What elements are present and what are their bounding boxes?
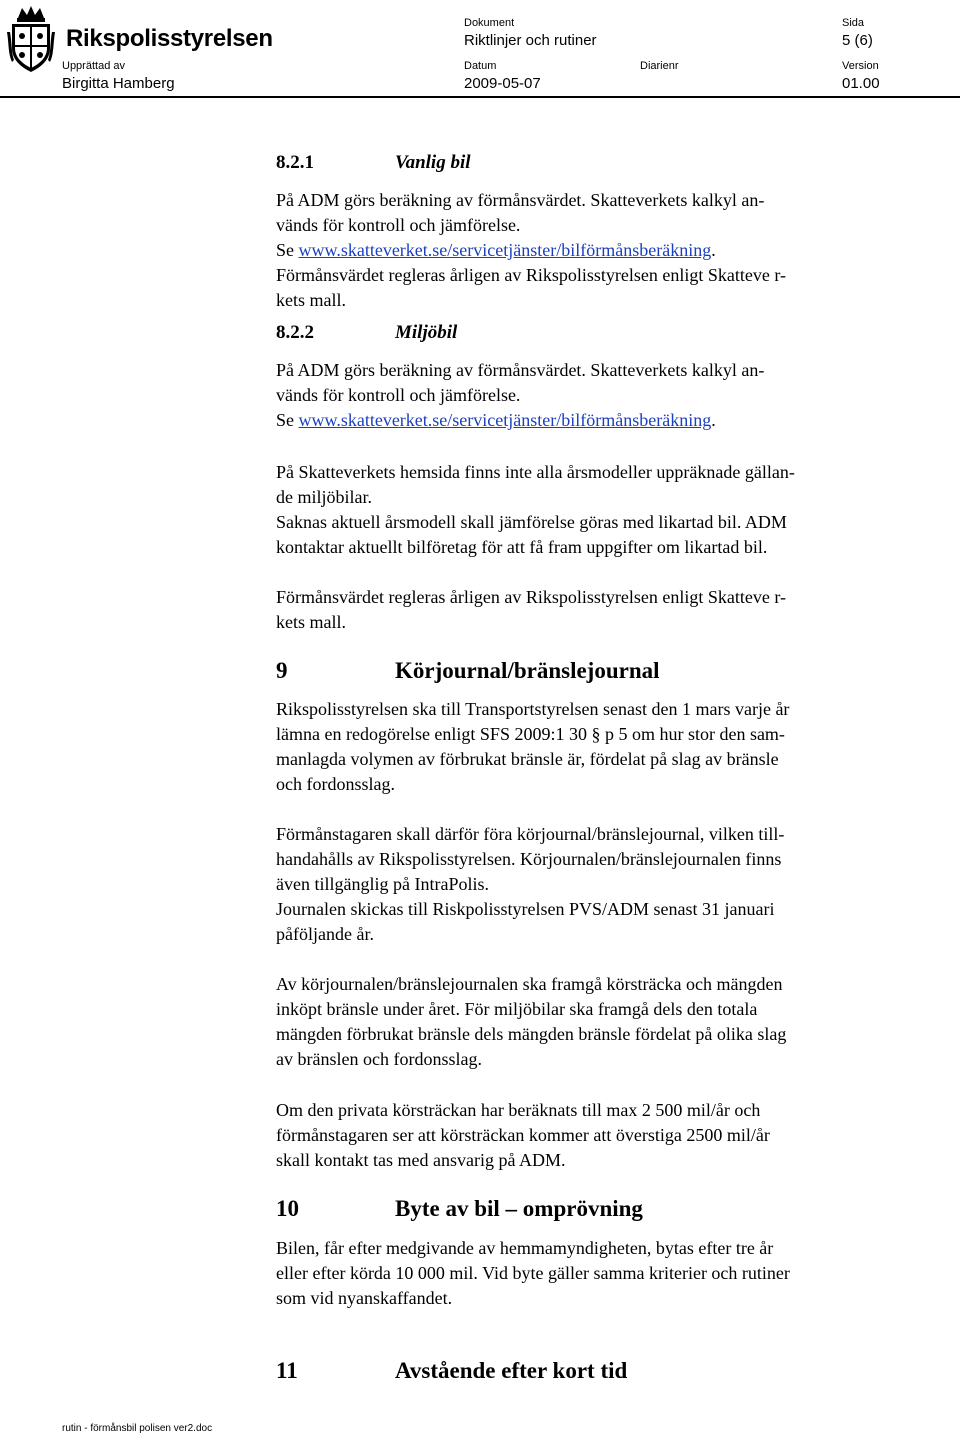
- text-line: Av körjournalen/bränslejournalen ska framgå körsträcka och mängden: [276, 974, 783, 994]
- text-line: handahålls av Rikspolisstyrelsen. Körjournalen/bränslejournalen finns: [276, 849, 782, 869]
- section-number: 8.2.1: [276, 152, 314, 173]
- registration-label: Diarienr: [640, 60, 679, 72]
- paragraph: [276, 1236, 916, 1311]
- document-label: Dokument: [464, 17, 515, 29]
- paragraph: [276, 585, 916, 635]
- link-prefix: Se: [276, 240, 299, 260]
- text-line: På ADM görs beräkning av förmånsvärdet. Skatteverkets kalkyl an-: [276, 190, 765, 210]
- text-line: av bränslen och fordonsslag.: [276, 1049, 482, 1069]
- org-name: Rikspolisstyrelsen: [66, 25, 273, 52]
- text-line: kets mall.: [276, 612, 346, 632]
- text-line: lämna en redogörelse enligt SFS 2009:1 30 § p 5 om hur stor den sam-: [276, 724, 785, 744]
- text-line: Förmånstagaren skall därför föra körjournal/bränslejournal, vilken till-: [276, 824, 785, 844]
- paragraph: [276, 972, 916, 1072]
- text-line: som vid nyanskaffandet.: [276, 1288, 453, 1308]
- coat-of-arms-logo: [6, 4, 56, 74]
- section-10-heading: [276, 1196, 643, 1222]
- link-suffix: .: [711, 240, 716, 260]
- text-line: de miljöbilar.: [276, 487, 372, 507]
- text-line: Rikspolisstyrelsen ska till Transportstyrelsen senast den 1 mars varje år: [276, 699, 790, 719]
- version-label: Version: [842, 60, 879, 72]
- section-number: 11: [276, 1358, 298, 1383]
- text-line: På ADM görs beräkning av förmånsvärdet. Skatteverkets kalkyl an-: [276, 360, 765, 380]
- section-title: Vanlig bil: [395, 152, 471, 173]
- section-11-heading: [276, 1358, 627, 1384]
- paragraph: [276, 358, 916, 433]
- text-line: Bilen, får efter medgivande av hemmamyndigheten, bytas efter tre år: [276, 1238, 774, 1258]
- section-9-heading: [276, 658, 660, 684]
- text-line: manlagda volymen av förbrukat bränsle är, fördelat på slag av bränsle: [276, 749, 779, 769]
- paragraph: [276, 697, 916, 797]
- page-label: Sida: [842, 17, 865, 29]
- text-line: Förmånsvärdet regleras årligen av Rikspolisstyrelsen enligt Skatteve r-: [276, 265, 787, 285]
- text-line: förmånstagaren ser att körsträckan kommer att överstiga 2500 mil/år: [276, 1125, 770, 1145]
- section-title: Miljöbil: [395, 322, 458, 343]
- author-label: Upprättad av: [62, 60, 125, 72]
- text-line: [276, 408, 916, 433]
- date-label: Datum: [464, 60, 497, 72]
- text-line: Journalen skickas till Riskpolisstyrelsen PVS/ADM senast 31 januari: [276, 899, 775, 919]
- page-value: 5 (6): [842, 32, 873, 49]
- date-value: 2009-05-07: [464, 75, 541, 92]
- link-prefix: Se: [276, 410, 299, 430]
- text-line: kets mall.: [276, 290, 346, 310]
- text-line: kontaktar aktuellt bilföretag för att få fram uppgifter om likartad bil.: [276, 537, 768, 557]
- section-number: 9: [276, 658, 288, 683]
- header-rule: [0, 96, 960, 98]
- section-number: 8.2.2: [276, 322, 314, 343]
- text-line: Förmånsvärdet regleras årligen av Rikspolisstyrelsen enligt Skatteve r-: [276, 587, 787, 607]
- link-suffix: .: [711, 410, 716, 430]
- text-line: inköpt bränsle under året. För miljöbilar ska framgå dels den totala: [276, 999, 758, 1019]
- text-line: vänds för kontroll och jämförelse.: [276, 385, 521, 405]
- section-8-2-2-heading: [276, 322, 457, 344]
- text-line: mängden förbrukat bränsle dels mängden bränsle fördelat på olika slag: [276, 1024, 787, 1044]
- section-8-2-1-heading: [276, 152, 471, 174]
- paragraph: [276, 460, 916, 560]
- text-line: och fordonsslag.: [276, 774, 395, 794]
- paragraph: [276, 1098, 916, 1173]
- version-value: 01.00: [842, 75, 880, 92]
- section-title: Körjournal/bränslejournal: [395, 658, 660, 683]
- text-line: även tillgänglig på IntraPolis.: [276, 874, 489, 894]
- text-line: vänds för kontroll och jämförelse.: [276, 215, 521, 235]
- paragraph: [276, 822, 916, 947]
- text-line: skall kontakt tas med ansvarig på ADM.: [276, 1150, 566, 1170]
- text-line: [276, 238, 916, 263]
- text-line: Saknas aktuell årsmodell skall jämförelse göras med likartad bil. ADM: [276, 512, 787, 532]
- section-title: Avstående efter kort tid: [395, 1358, 628, 1383]
- skatteverket-link[interactable]: www.skatteverket.se/servicetjänster/bilförmånsberäkning: [298, 410, 712, 430]
- paragraph: [276, 188, 916, 313]
- text-line: eller efter körda 10 000 mil. Vid byte gäller samma kriterier och rutiner: [276, 1263, 790, 1283]
- skatteverket-link[interactable]: www.skatteverket.se/servicetjänster/bilförmånsberäkning: [298, 240, 712, 260]
- author-value: Birgitta Hamberg: [62, 75, 175, 92]
- text-line: Om den privata körsträckan har beräknats till max 2 500 mil/år och: [276, 1100, 761, 1120]
- text-line: På Skatteverkets hemsida finns inte alla årsmodeller uppräknade gällan-: [276, 462, 795, 482]
- document-value: Riktlinjer och rutiner: [464, 32, 597, 49]
- section-title: Byte av bil – omprövning: [395, 1196, 643, 1221]
- footer-filename: rutin - förmånsbil polisen ver2.doc: [62, 1423, 213, 1434]
- text-line: påföljande år.: [276, 924, 374, 944]
- section-number: 10: [276, 1196, 299, 1221]
